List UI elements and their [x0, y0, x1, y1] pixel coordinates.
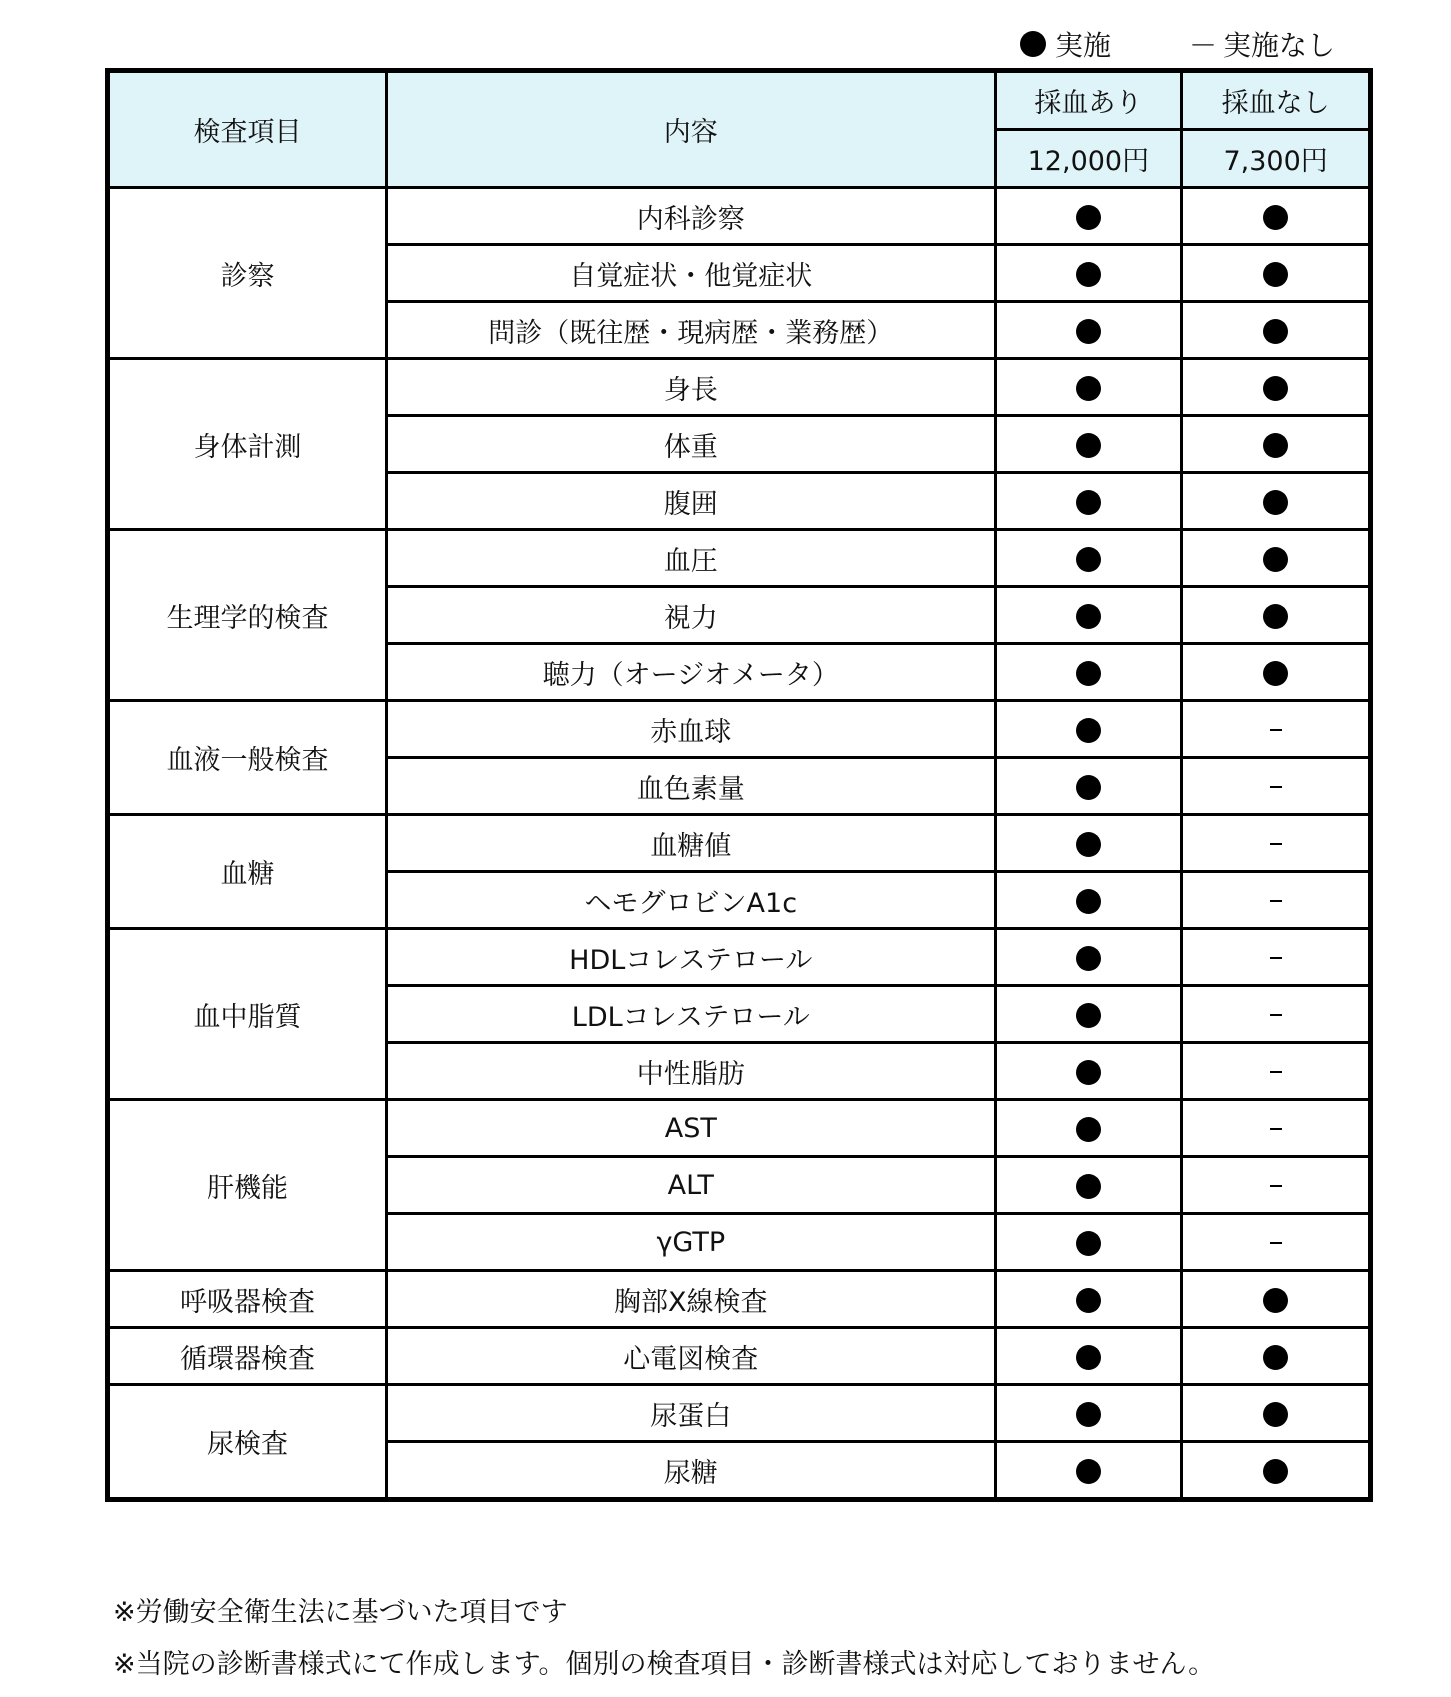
without-blood-cell — [1182, 359, 1371, 416]
filled-circle-icon — [1263, 376, 1288, 401]
legend-done-label: 実施 — [1055, 29, 1112, 62]
dash-icon — [1270, 900, 1282, 902]
filled-circle-icon — [1076, 946, 1101, 971]
dash-icon — [1270, 1128, 1282, 1130]
content-cell: AST — [387, 1100, 995, 1157]
table-row — [108, 359, 1371, 416]
content-cell: 自覚症状・他覚症状 — [387, 245, 995, 302]
without-blood-cell — [1182, 1271, 1371, 1328]
table-row — [108, 530, 1371, 587]
filled-circle-icon — [1076, 718, 1101, 743]
filled-circle-icon — [1076, 1459, 1101, 1484]
table-row — [108, 1328, 1371, 1385]
content-cell: HDLコレステロール — [387, 929, 995, 986]
with-blood-cell — [995, 1157, 1182, 1214]
filled-circle-icon — [1076, 376, 1101, 401]
filled-circle-icon — [1076, 832, 1101, 857]
content-cell: 腹囲 — [387, 473, 995, 530]
legend — [1020, 24, 1340, 64]
content-cell: 血糖値 — [387, 815, 995, 872]
table-row — [108, 815, 1371, 872]
content-cell: 中性脂肪 — [387, 1043, 995, 1100]
with-blood-cell — [995, 1271, 1182, 1328]
content-cell: 血色素量 — [387, 758, 995, 815]
without-blood-cell — [1182, 1442, 1371, 1500]
filled-circle-icon — [1076, 1174, 1101, 1199]
content-cell: 聴力（オージオメータ） — [387, 644, 995, 701]
content-cell: 血圧 — [387, 530, 995, 587]
filled-circle-icon — [1263, 1402, 1288, 1427]
content-cell: γGTP — [387, 1214, 995, 1271]
dash-icon — [1270, 1185, 1282, 1187]
footnote-format: ※当院の診断書様式にて作成します。個別の検査項目・診断書様式は対応しておりません。 — [113, 1649, 1216, 1680]
dash-icon — [1270, 1014, 1282, 1016]
filled-circle-icon — [1076, 1288, 1101, 1313]
dash-icon — [1270, 1071, 1282, 1073]
with-blood-cell — [995, 473, 1182, 530]
filled-circle-icon — [1263, 1288, 1288, 1313]
category-cell: 身体計測 — [108, 359, 387, 530]
table-row — [108, 1385, 1371, 1442]
with-blood-cell — [995, 188, 1182, 245]
with-blood-cell — [995, 1328, 1182, 1385]
legend-dash-label: － — [1189, 29, 1218, 62]
dash-icon — [1270, 1242, 1282, 1244]
filled-circle-icon — [1263, 319, 1288, 344]
without-blood-cell — [1182, 644, 1371, 701]
without-blood-cell — [1182, 530, 1371, 587]
filled-circle-icon — [1076, 1117, 1101, 1142]
without-blood-cell — [1182, 872, 1371, 929]
without-blood-cell — [1182, 1100, 1371, 1157]
with-blood-cell — [995, 1214, 1182, 1271]
without-blood-cell — [1182, 986, 1371, 1043]
footnote-law: ※労働安全衛生法に基づいた項目です — [113, 1597, 568, 1628]
legend-done — [1020, 24, 1111, 64]
content-cell: 赤血球 — [387, 701, 995, 758]
without-blood-cell — [1182, 1157, 1371, 1214]
with-blood-cell — [995, 302, 1182, 359]
category-cell: 血中脂質 — [108, 929, 387, 1100]
with-blood-cell — [995, 1100, 1182, 1157]
table-row — [108, 1100, 1371, 1157]
header-content: 内容 — [387, 71, 995, 188]
filled-circle-icon — [1076, 319, 1101, 344]
without-blood-cell — [1182, 929, 1371, 986]
header-plan-with-blood: 採血あり — [995, 71, 1182, 130]
table-row — [108, 1271, 1371, 1328]
filled-circle-icon — [1076, 205, 1101, 230]
with-blood-cell — [995, 245, 1182, 302]
header-plan-without-blood: 採血なし — [1182, 71, 1371, 130]
with-blood-cell — [995, 701, 1182, 758]
filled-circle-icon — [1263, 262, 1288, 287]
category-cell: 循環器検査 — [108, 1328, 387, 1385]
filled-circle-icon — [1076, 775, 1101, 800]
content-cell: 視力 — [387, 587, 995, 644]
filled-circle-icon — [1076, 661, 1101, 686]
content-cell: 体重 — [387, 416, 995, 473]
without-blood-cell — [1182, 1328, 1371, 1385]
filled-circle-icon — [1076, 490, 1101, 515]
table-row — [108, 188, 1371, 245]
content-cell: ヘモグロビンA1c — [387, 872, 995, 929]
exam-table — [105, 68, 1373, 1502]
filled-circle-icon — [1076, 262, 1101, 287]
without-blood-cell — [1182, 188, 1371, 245]
category-cell: 生理学的検査 — [108, 530, 387, 701]
without-blood-cell — [1182, 815, 1371, 872]
filled-circle-icon — [1263, 205, 1288, 230]
without-blood-cell — [1182, 1043, 1371, 1100]
legend-not-done-label: 実施なし — [1223, 29, 1336, 62]
dash-icon — [1270, 843, 1282, 845]
with-blood-cell — [995, 416, 1182, 473]
category-cell: 診察 — [108, 188, 387, 359]
category-cell: 肝機能 — [108, 1100, 387, 1271]
category-cell: 尿検査 — [108, 1385, 387, 1500]
filled-circle-icon — [1263, 490, 1288, 515]
filled-circle-icon — [1076, 1345, 1101, 1370]
without-blood-cell — [1182, 1214, 1371, 1271]
with-blood-cell — [995, 758, 1182, 815]
with-blood-cell — [995, 359, 1182, 416]
without-blood-cell — [1182, 416, 1371, 473]
dash-icon — [1270, 729, 1282, 731]
filled-circle-icon — [1263, 1345, 1288, 1370]
category-cell: 血液一般検査 — [108, 701, 387, 815]
filled-circle-icon — [1076, 1003, 1101, 1028]
legend-not-done — [1189, 24, 1335, 64]
without-blood-cell — [1182, 473, 1371, 530]
content-cell: 尿糖 — [387, 1442, 995, 1500]
category-cell: 血糖 — [108, 815, 387, 929]
without-blood-cell — [1182, 245, 1371, 302]
content-cell: 身長 — [387, 359, 995, 416]
price-without-blood: 7,300円 — [1182, 130, 1371, 188]
content-cell: 心電図検査 — [387, 1328, 995, 1385]
with-blood-cell — [995, 929, 1182, 986]
content-cell: 胸部X線検査 — [387, 1271, 995, 1328]
table-row — [108, 701, 1371, 758]
filled-circle-icon — [1076, 604, 1101, 629]
filled-circle-icon — [1076, 433, 1101, 458]
filled-circle-icon — [1263, 661, 1288, 686]
filled-circle-icon — [1263, 433, 1288, 458]
with-blood-cell — [995, 1442, 1182, 1500]
filled-circle-icon — [1020, 31, 1046, 57]
price-with-blood: 12,000円 — [995, 130, 1182, 188]
filled-circle-icon — [1263, 604, 1288, 629]
with-blood-cell — [995, 1385, 1182, 1442]
content-cell: LDLコレステロール — [387, 986, 995, 1043]
filled-circle-icon — [1076, 1402, 1101, 1427]
without-blood-cell — [1182, 302, 1371, 359]
with-blood-cell — [995, 986, 1182, 1043]
category-cell: 呼吸器検査 — [108, 1271, 387, 1328]
with-blood-cell — [995, 815, 1182, 872]
with-blood-cell — [995, 530, 1182, 587]
without-blood-cell — [1182, 701, 1371, 758]
without-blood-cell — [1182, 758, 1371, 815]
with-blood-cell — [995, 587, 1182, 644]
dash-icon — [1270, 786, 1282, 788]
table-row — [108, 929, 1371, 986]
content-cell: 問診（既往歴・現病歴・業務歴） — [387, 302, 995, 359]
dash-icon — [1270, 957, 1282, 959]
content-cell: 内科診察 — [387, 188, 995, 245]
with-blood-cell — [995, 644, 1182, 701]
content-cell: ALT — [387, 1157, 995, 1214]
filled-circle-icon — [1076, 547, 1101, 572]
filled-circle-icon — [1076, 889, 1101, 914]
filled-circle-icon — [1263, 1459, 1288, 1484]
header-item: 検査項目 — [108, 71, 387, 188]
without-blood-cell — [1182, 1385, 1371, 1442]
with-blood-cell — [995, 1043, 1182, 1100]
filled-circle-icon — [1076, 1231, 1101, 1256]
filled-circle-icon — [1076, 1060, 1101, 1085]
without-blood-cell — [1182, 587, 1371, 644]
with-blood-cell — [995, 872, 1182, 929]
filled-circle-icon — [1263, 547, 1288, 572]
exam-table-body — [108, 188, 1371, 1500]
content-cell: 尿蛋白 — [387, 1385, 995, 1442]
